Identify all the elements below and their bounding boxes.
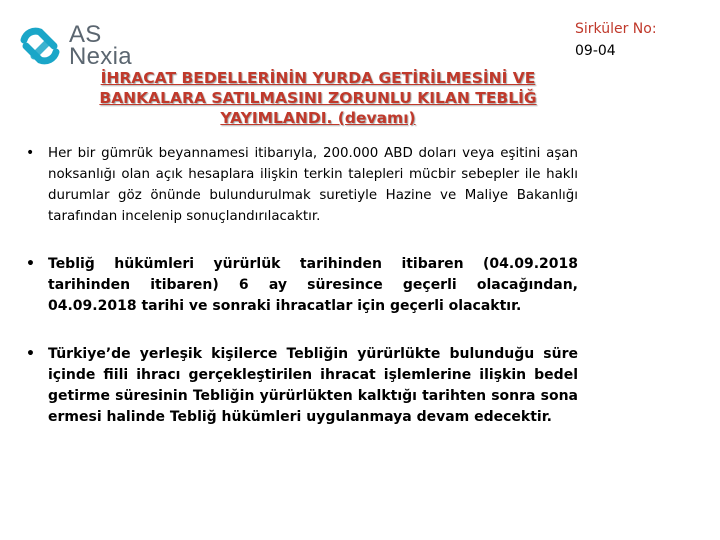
title-line-2: BANKALARA SATILMASINI ZORUNLU KILAN TEBLİĞ [99, 89, 537, 107]
logo-wordmark [69, 21, 132, 70]
title-line-3: YAYIMLANDI. (devamı) [220, 109, 416, 127]
page-title [48, 68, 588, 128]
bullet-text: Türkiye’de yerleşik kişilerce Tebliğin yürürlükte bulunduğu süre içinde fiili ihracı gerçekleştirilen ihracat işlemlerine ilişkin bedel getirme süresinin Tebliğin yürürlükten kalktığı tarihten sonra sona ermesi halinde Tebliğ hükümleri uygulanmaya devam edecektir. [48, 346, 578, 425]
title-line-1: İHRACAT BEDELLERİNİN YURDA GETİRİLMESİNİ VE [100, 69, 536, 87]
circular-info [575, 18, 657, 62]
as-nexia-logo-icon [14, 20, 66, 72]
bullet-dot: • [26, 145, 35, 161]
circular-number: 09-04 [575, 43, 616, 59]
bullet-text: Her bir gümrük beyannamesi itibarıyla, 200.000 ABD doları veya eşitini aşan noksanlığı olan açık hesaplara ilişkin terkin talepleri mücbir sebepler ile haklı durumlar göz önünde bulundurulmak suretiyle Hazine ve Maliye Bakanlığı tarafından incelenip sonuçlandırılacaktır. [48, 146, 578, 224]
circular-label: Sirküler No: [575, 21, 657, 37]
bullet-list [26, 143, 578, 428]
bullet-item [26, 143, 578, 227]
bullet-dot: • [26, 256, 35, 272]
logo-line-1: AS [69, 21, 102, 48]
as-nexia-logo [14, 20, 132, 72]
logo-line-2: Nexia [69, 43, 132, 70]
bullet-item [26, 254, 578, 317]
bullet-item [26, 344, 578, 428]
bullet-text: Tebliğ hükümleri yürürlük tarihinden itibaren (04.09.2018 tarihinden itibaren) 6 ay süresince geçerli olacağından, 04.09.2018 tarihi ve sonraki ihracatlar için geçerli olacaktır. [48, 256, 578, 314]
bullet-dot: • [26, 346, 35, 362]
